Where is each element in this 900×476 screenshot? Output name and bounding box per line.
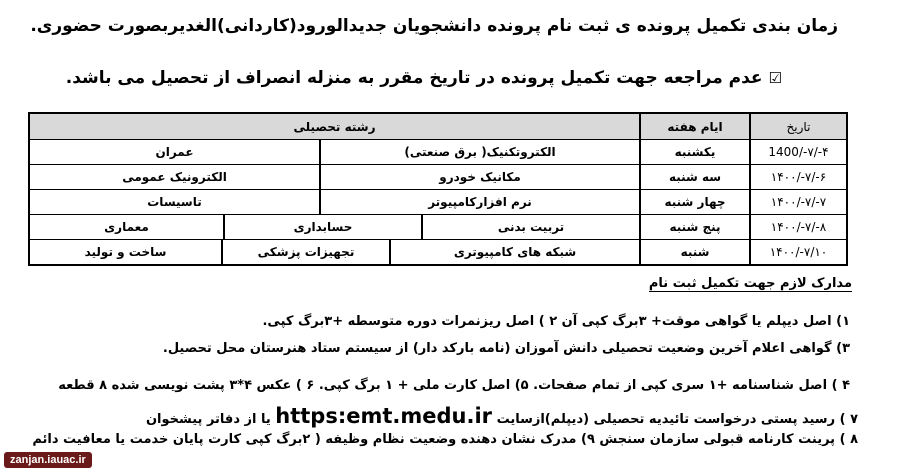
- documents-title: [649, 276, 852, 291]
- website-link[interactable]: https:emt.medu.ir: [275, 404, 493, 428]
- row-date: ۱۴۰۰/-۷/-۸: [749, 215, 846, 239]
- page-title: زمان بندی تکمیل پرونده ی ثبت نام پرونده دانشجویان جدیدالورود(کاردانی)الغدیربصورت حضوری.: [30, 16, 838, 36]
- header-field: رشته تحصیلی: [30, 114, 639, 139]
- row-day: پنج شنبه: [639, 215, 749, 239]
- requirement-line: ۴ ) اصل شناسنامه +۱ سری کپی از تمام صفحات. ۵) اصل کارت ملی + ۱ برگ کپی. ۶ ) عکس ۴*۳ پشت نویسی شده ۸ قطعه: [58, 378, 850, 393]
- row-day: یکشنبه: [639, 140, 749, 164]
- documents-title-text: مدارک لازم جهت تکمیل ثبت نام: [648, 276, 852, 291]
- watermark: zanjan.iauac.ir: [4, 452, 92, 468]
- row-field: ساخت و تولید: [84, 245, 167, 259]
- table-row: [30, 239, 846, 264]
- requirement-line: ۳) گواهی اعلام آخرین وضعیت تحصیلی دانش آموزان (نامه بارکد دار) از سیستم ستاد هنرستان محل تحصیل.: [162, 341, 850, 356]
- row-date: ۱۴۰۰/-۷/-۷: [749, 190, 846, 214]
- row-field: شبکه های کامپیوتری: [389, 240, 639, 264]
- row-field: مکانیک خودرو: [319, 165, 639, 189]
- requirement-text: یا از دفاتر پیشخوان: [145, 412, 271, 427]
- row-day: سه شنبه: [639, 165, 749, 189]
- table-row: [30, 189, 846, 214]
- row-field: تاسیسات: [147, 195, 202, 209]
- checkbox-icon: ☑: [768, 69, 782, 87]
- row-field: الکتروتکنیک( برق صنعتی): [319, 140, 639, 164]
- row-day: شنبه: [639, 240, 749, 264]
- requirement-line: ۱) اصل دیپلم یا گواهی موقت+ ۳برگ کپی آن ۲ ) اصل ریزنمرات دوره متوسطه +۳برگ کپی.: [262, 314, 850, 329]
- row-field: عمران: [155, 145, 194, 159]
- table-row: [30, 164, 846, 189]
- row-field: حسابداری: [223, 215, 421, 239]
- table-row: [30, 139, 846, 164]
- table-header: [30, 114, 846, 139]
- header-date: تاریخ: [749, 114, 846, 139]
- schedule-table: [28, 112, 848, 266]
- warning-notice: [66, 68, 782, 88]
- row-field: نرم افزارکامپیوتر: [319, 190, 639, 214]
- requirement-line: [146, 404, 858, 428]
- row-field: معماری: [104, 220, 149, 234]
- row-day: چهار شنبه: [639, 190, 749, 214]
- row-field: الکترونیک عمومی: [122, 170, 227, 184]
- requirement-line: ۸ ) پرینت کارنامه قبولی سازمان سنجش ۹) مدرک نشان دهنده وضعیت نظام وظیفه ( ۲برگ کپی کارت پایان خدمت یا معافیت دائم: [32, 432, 858, 447]
- warning-text: عدم مراجعه جهت تکمیل پرونده در تاریخ مقرر به منزله انصراف از تحصیل می باشد.: [65, 68, 763, 88]
- row-field: تربیت بدنی: [421, 215, 639, 239]
- row-date: ۱۴۰۰/-۷/-۶: [749, 165, 846, 189]
- requirement-text: ۷ ) رسید پستی درخواست تائیدیه تحصیلی (دیپلم)ازسایت: [496, 412, 858, 427]
- header-day: ایام هفته: [639, 114, 749, 139]
- row-date: ۱۴۰۰/-۷/۱۰: [749, 240, 846, 264]
- row-field: تجهیزات پزشکی: [221, 240, 389, 264]
- table-row: [30, 214, 846, 239]
- row-date: 1400/-۷/-۴: [749, 140, 846, 164]
